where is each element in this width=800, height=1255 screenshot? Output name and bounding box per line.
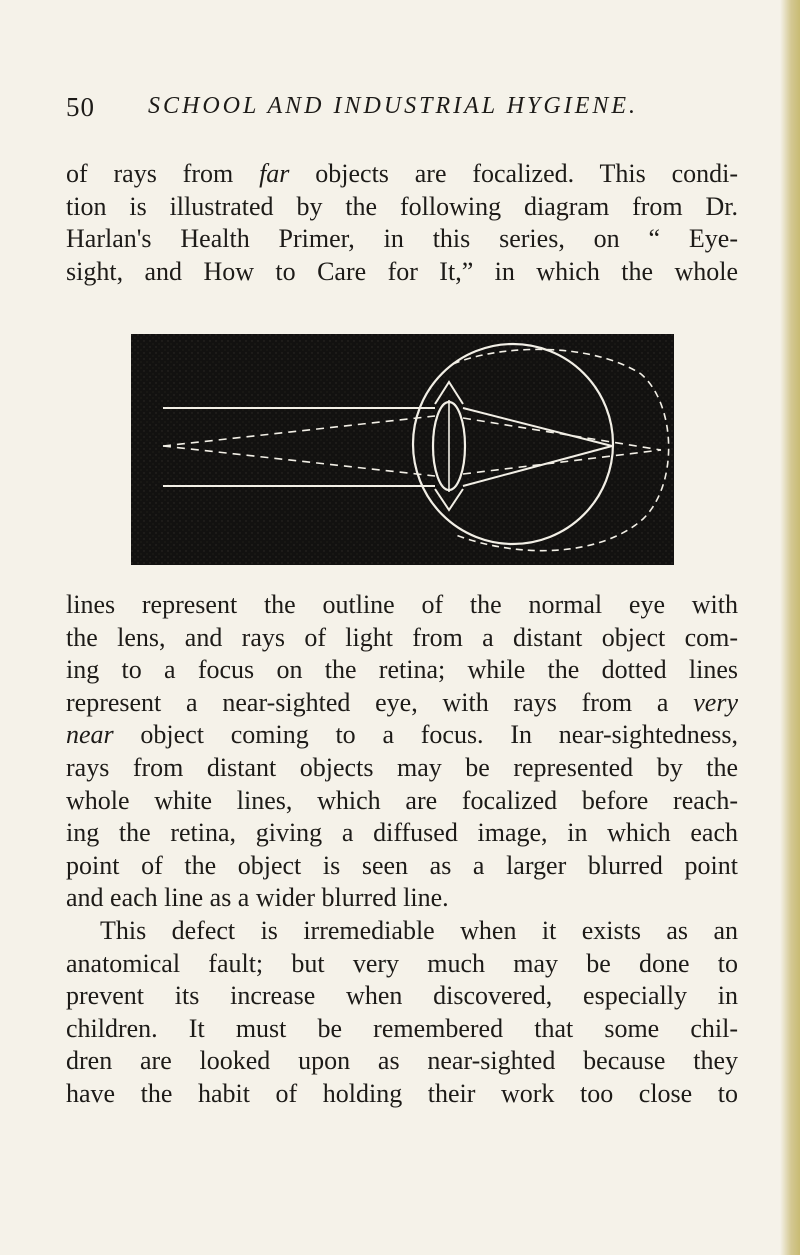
- text-span: of rays from: [66, 159, 260, 188]
- eye-diagram: [131, 334, 674, 565]
- text-line: anatomical fault; but very much may be done to: [66, 948, 738, 978]
- text-line: have the habit of holding their work too close to: [66, 1078, 738, 1108]
- page-edge: [780, 0, 800, 1255]
- text-line: and each line as a wider blurred line.: [66, 883, 449, 913]
- text-line: lines represent the outline of the normal eye with: [66, 590, 738, 619]
- italic-word: very: [693, 687, 738, 717]
- text-line: tion is illustrated by the following diagram from Dr.: [66, 191, 738, 221]
- text-line: [66, 687, 738, 720]
- diagram-background: [131, 334, 674, 565]
- italic-word: far: [259, 159, 290, 188]
- text-line: This defect is irremediable when it exists as an: [100, 915, 738, 945]
- text-line: ing to a focus on the retina; while the dotted lines: [66, 655, 738, 685]
- text-line: [66, 158, 738, 191]
- text-line: dren are looked upon as near-sighted because they: [66, 1046, 738, 1076]
- paragraph-after-figure: [66, 589, 738, 1111]
- running-title: SCHOOL AND INDUSTRIAL HYGIENE.: [148, 93, 639, 119]
- text-line: [66, 719, 738, 752]
- text-span: objects are focalized. This condi-: [289, 159, 739, 188]
- text-line: prevent its increase when discovered, especially in: [66, 981, 738, 1011]
- text-line: rays from distant objects may be represented by the: [66, 752, 738, 782]
- page-number: 50: [66, 92, 95, 122]
- text-line: ing the retina, giving a diffused image, in which each: [66, 818, 738, 848]
- italic-word: near: [66, 720, 114, 750]
- text-span: represent a near-sighted eye, with rays from a: [66, 687, 694, 717]
- text-line: whole white lines, which are focalized before reach-: [66, 785, 738, 815]
- text-line: Harlan's Health Primer, in this series, on “ Eye-: [66, 224, 738, 254]
- text-span: object coming to a focus. In near-sightedness,: [113, 720, 738, 750]
- text-line: point of the object is seen as a larger blurred point: [66, 850, 738, 880]
- page-header: [66, 92, 746, 132]
- text-line: sight, and How to Care for It,” in which the whole: [66, 256, 738, 286]
- text-line: the lens, and rays of light from a distant object com-: [66, 622, 738, 652]
- text-line: children. It must be remembered that some chil-: [66, 1013, 738, 1043]
- paragraph-before-figure: [66, 158, 738, 288]
- eye-diagram-svg: [131, 334, 674, 565]
